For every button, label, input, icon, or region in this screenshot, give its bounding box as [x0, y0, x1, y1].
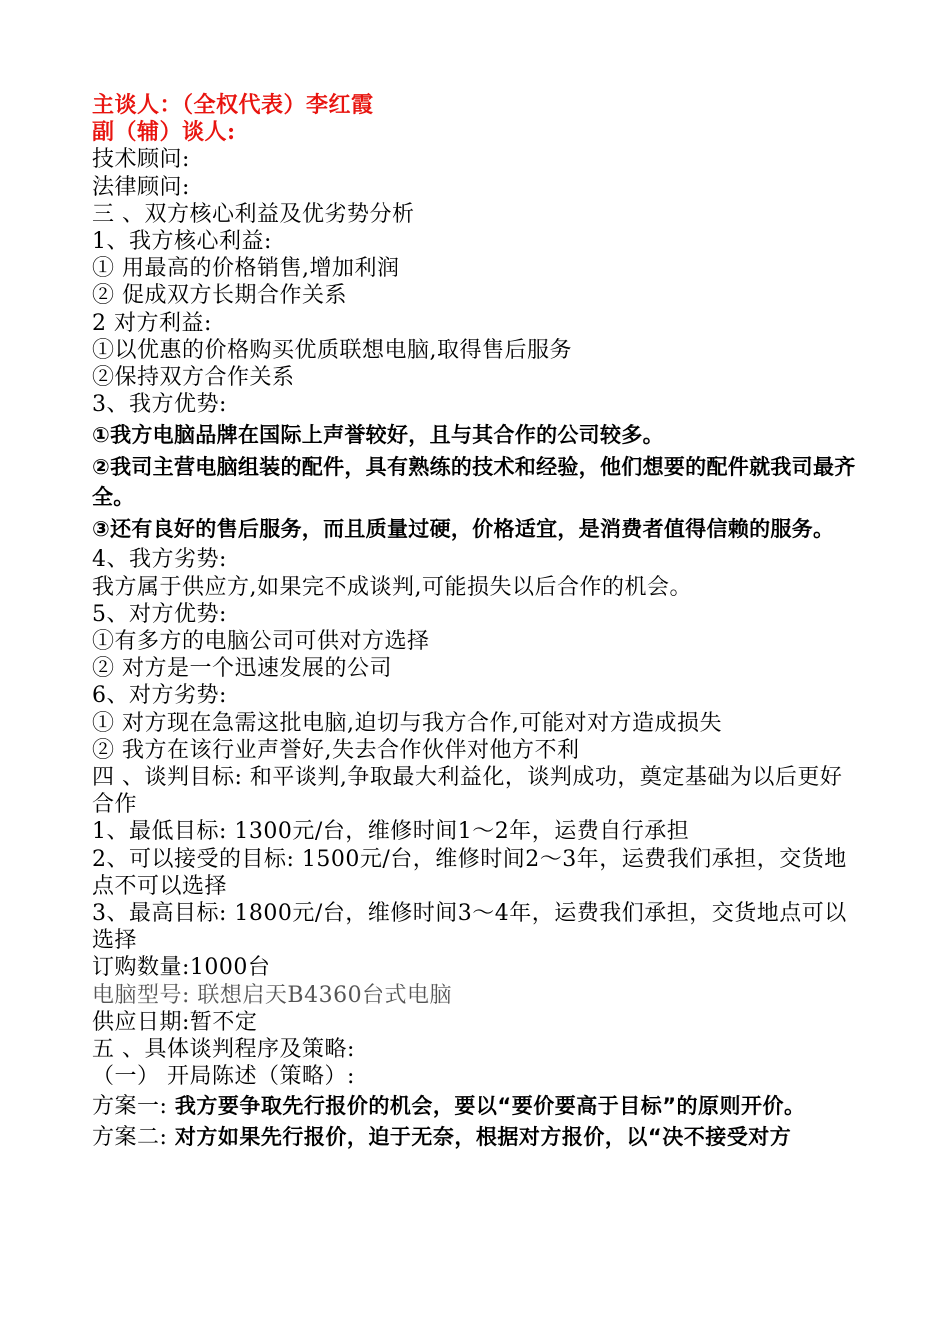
goal-2: 2、可以接受的目标: 1500元/台，维修时间2～3年，运费我们承担，交货地点不可以选择: [92, 846, 847, 899]
plan-1: [92, 1091, 864, 1122]
legal-advisor: 法律顾问:: [92, 174, 190, 200]
plan-2-label: 方案二:: [92, 1124, 168, 1150]
document-page: [92, 92, 864, 1153]
our-adv-2: ②我司主营电脑组装的配件，具有熟练的技术和经验，他们想要的配件就我司最齐全。: [92, 455, 856, 510]
plan-1-text: 我方要争取先行报价的机会，要以“要价要高于目标”的原则开价。: [174, 1093, 806, 1118]
assistant-negotiator: 副（辅）谈人:: [92, 119, 236, 146]
section5-title: 五 、具体谈判程序及策略:: [92, 1037, 355, 1063]
plan-2: [92, 1122, 864, 1153]
their-adv-1: ①有多方的电脑公司可供对方选择: [92, 629, 430, 655]
our-interest-1: ① 用最高的价格销售,增加利润: [92, 256, 400, 282]
our-adv-title: 3、我方优势:: [92, 392, 227, 418]
their-disadv-title: 6、对方劣势:: [92, 683, 227, 709]
our-interest-title: 1、我方核心利益:: [92, 229, 272, 255]
their-interest-2: ②保持双方合作关系: [92, 365, 295, 391]
our-adv-1: ①我方电脑品牌在国际上声誉较好，且与其合作的公司较多。: [92, 423, 664, 448]
order-quantity: 订购数量:1000台: [92, 955, 271, 981]
opening-statement: （一） 开局陈述（策略）:: [92, 1064, 355, 1090]
section4-title: 四 、谈判目标: 和平谈判,争取最大利益化，谈判成功，奠定基础为以后更好合作: [92, 765, 843, 818]
their-adv-2: ② 对方是一个迅速发展的公司: [92, 656, 392, 682]
goal-1: 1、最低目标: 1300元/台，维修时间1～2年，运费自行承担: [92, 819, 690, 845]
their-adv-title: 5、对方优势:: [92, 601, 227, 627]
tech-advisor: 技术顾问:: [92, 147, 190, 173]
plan-1-label: 方案一:: [92, 1093, 168, 1119]
their-disadv-1: ① 对方现在急需这批电脑,迫切与我方合作,可能对对方造成损失: [92, 710, 722, 736]
our-disadv-1: 我方属于供应方,如果完不成谈判,可能损失以后合作的机会。: [92, 574, 692, 600]
section3-title: 三 、双方核心利益及优劣势分析: [92, 201, 415, 227]
their-interest-title: 2 对方利益:: [92, 310, 212, 336]
their-interest-1: ①以优惠的价格购买优质联想电脑,取得售后服务: [92, 337, 572, 363]
our-disadv-title: 4、我方劣势:: [92, 547, 227, 573]
our-interest-2: ② 促成双方长期合作关系: [92, 283, 347, 309]
plan-2-text: 对方如果先行报价，迫于无奈，根据对方报价，以“决不接受对方: [174, 1124, 792, 1149]
computer-model: 电脑型号: 联想启天B4360台式电脑: [92, 982, 453, 1008]
goal-3: 3、最高目标: 1800元/台，维修时间3～4年，运费我们承担，交货地点可以选择: [92, 901, 847, 954]
supply-date: 供应日期:暂不定: [92, 1009, 258, 1035]
their-disadv-2: ② 我方在该行业声誉好,失去合作伙伴对他方不利: [92, 737, 580, 763]
our-adv-3: ③还有良好的售后服务，而且质量过硬，价格适宜，是消费者值得信赖的服务。: [92, 517, 835, 542]
main-negotiator: 主谈人：（全权代表）李红霞: [92, 92, 374, 118]
